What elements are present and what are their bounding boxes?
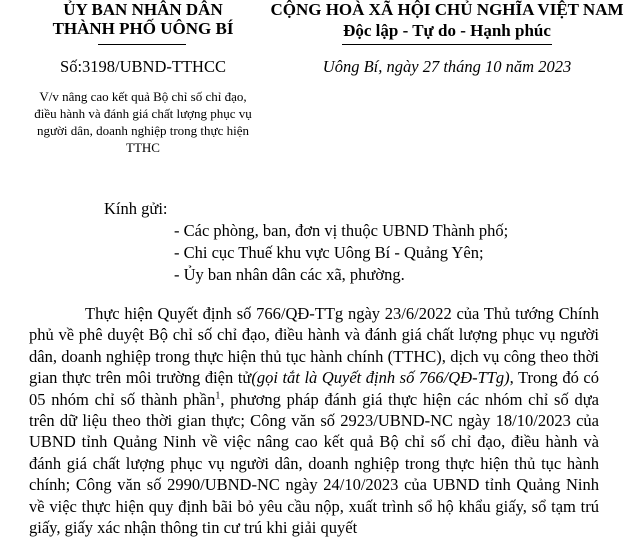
issuing-agency-line2: THÀNH PHỐ UÔNG BÍ — [52, 19, 234, 38]
document-number: Số:3198/UBND-TTHCC — [60, 57, 226, 76]
body-text-italic: (gọi tắt là Quyết định số 766/QĐ-TTg) — [251, 368, 510, 388]
national-header — [262, 0, 632, 41]
issuing-agency — [28, 0, 258, 38]
body-text-part1: Thực hiện Quyết định số 766/QĐ-TTg ngày 23/6/2022 của Thủ tướng Chính phủ về phê duyệt Bộ chỉ số chỉ đạo, điều hành và đánh giá chất lượng phục vụ người dân, doanh nghiệp trong thực hiện thủ tục hành chính (TTHC), dịch vụ công theo thời gian thực trên môi trường điện tử — [29, 304, 599, 388]
body-paragraph — [29, 303, 599, 538]
recipient-item: - Ủy ban nhân dân các xã, phường. — [174, 265, 405, 284]
national-motto: Độc lập - Tự do - Hạnh phúc — [343, 21, 551, 40]
document-subject: V/v nâng cao kết quả Bộ chỉ số chỉ đạo, điều hành và đánh giá chất lượng phục vụ người dân, doanh nghiệp trong thực hiện TTHC — [34, 89, 252, 155]
country-name: CỘNG HOÀ XÃ HỘI CHỦ NGHĨA VIỆT NAM — [270, 0, 624, 19]
place-and-date: Uông Bí, ngày 27 tháng 10 năm 2023 — [322, 57, 572, 76]
recipients-label: Kính gửi: — [104, 199, 168, 218]
issuing-agency-line1: ỦY BAN NHÂN DÂN — [63, 0, 223, 19]
footnote-reference[interactable]: 1 — [215, 390, 221, 402]
recipient-item: - Các phòng, ban, đơn vị thuộc UBND Thành phố; — [174, 221, 509, 240]
body-text-part2: , Trong đó có 05 nhóm chỉ số thành phần — [29, 368, 599, 409]
recipient-item: - Chi cục Thuế khu vực Uông Bí - Quảng Yên; — [174, 243, 484, 262]
agency-underline — [98, 44, 186, 45]
motto-underline — [342, 44, 552, 45]
body-text-part3: , phương pháp đánh giá thực hiện các nhóm chỉ số dựa trên dữ liệu theo thời gian thực; Công văn số 2923/UBND-NC ngày 18/10/2023 của UBND tỉnh Quảng Ninh về việc nâng cao kết quả Bộ chỉ số chỉ đạo, điều hành và đánh giá chất lượng phục vụ người dân, doanh nghiệp trong thực hiện thủ tục hành chính; Công văn số 2990/UBND-NC ngày 24/10/2023 của UBND tỉnh Quảng Ninh về việc thực hiện quy định bãi bỏ yêu cầu nộp, xuất trình sổ hộ khẩu giấy, sổ tạm trú giấy, giấy xác nhận thông tin cư trú khi giải quyết — [29, 389, 599, 538]
